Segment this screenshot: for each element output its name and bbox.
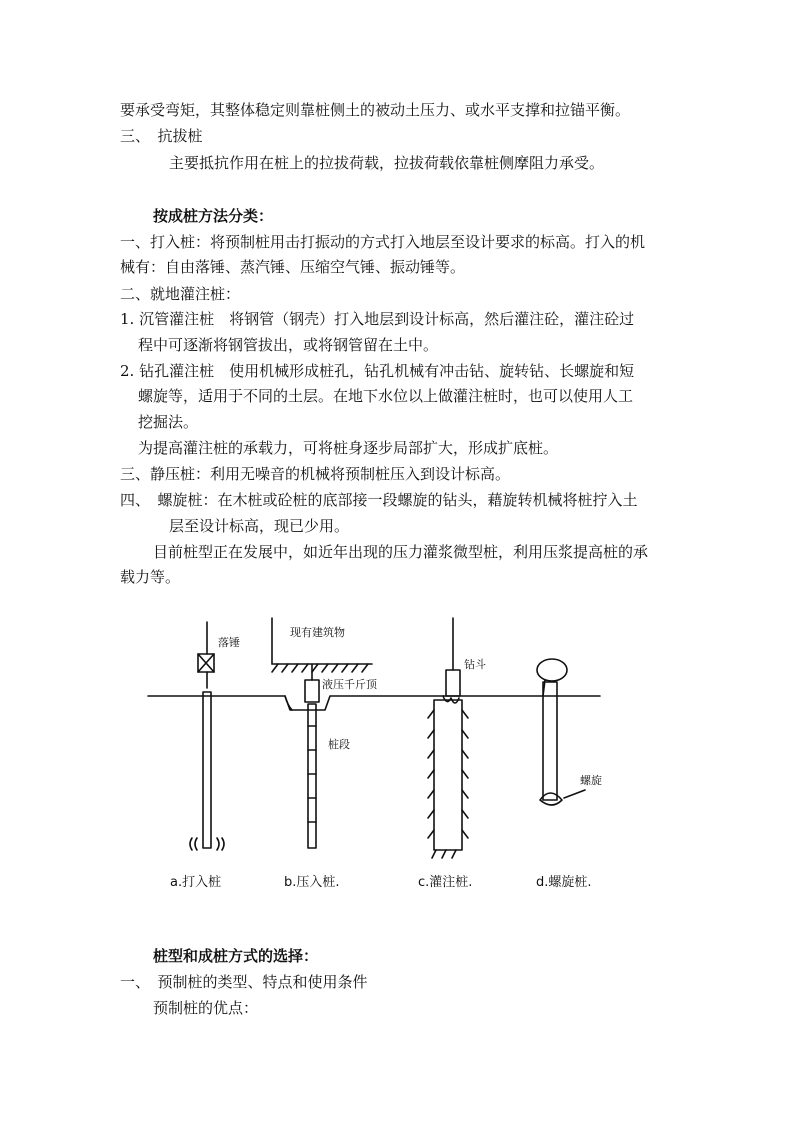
- caption-a: a.打入桩: [170, 875, 222, 890]
- caption-d: d.螺旋桩.: [536, 875, 592, 890]
- text-line: 载力等。: [120, 568, 181, 586]
- section-heading: 一、 预制桩的类型、特点和使用条件: [120, 973, 368, 991]
- pile-figure: [140, 610, 660, 910]
- text-line: 目前桩型正在发展中，如近年出现的压力灌浆微型桩，利用压浆提高桩的承: [153, 543, 649, 561]
- caption-c: c.灌注桩.: [418, 875, 473, 890]
- building-label: 现有建筑物: [290, 626, 345, 639]
- text-line: 三、静压桩：利用无噪音的机械将预制桩压入到设计标高。: [120, 465, 511, 483]
- text-line: 四、 螺旋桩：在木桩或砼桩的底部接一段螺旋的钻头，藉旋转机械将桩拧入土: [120, 491, 638, 509]
- auger-label: 钻斗: [464, 658, 486, 671]
- list-item: 2. 钻孔灌注桩 使用机械形成桩孔，钻孔机械有冲击钻、旋转钻、长螺旋和短: [120, 362, 635, 380]
- caption-b: b.压入桩.: [284, 875, 340, 890]
- classification-heading: 按成桩方法分类：: [153, 207, 274, 225]
- text-line: 主要抵抗作用在桩上的拉拔荷载，拉拔荷载依靠桩侧摩阻力承受。: [169, 154, 605, 172]
- pile-sketch: [140, 610, 660, 910]
- jack-label: 液压千斤顶: [322, 678, 377, 691]
- selection-heading: 桩型和成桩方式的选择：: [153, 947, 319, 965]
- hammer-label: 落锤: [218, 636, 240, 649]
- text-line: 二、就地灌注桩：: [120, 285, 241, 303]
- text-line: 预制桩的优点：: [153, 999, 259, 1017]
- list-item: 1. 沉管灌注桩 将钢管（钢壳）打入地层到设计标高，然后灌注砼，灌注砼过: [120, 310, 635, 328]
- text-line: 层至设计标高，现已少用。: [169, 517, 350, 535]
- text-line: 械有：自由落锤、蒸汽锤、压缩空气锤、振动锤等。: [120, 258, 466, 276]
- text-line: 要承受弯矩，其整体稳定则靠桩侧土的被动土压力、或水平支撑和拉锚平衡。: [120, 101, 631, 119]
- text-line: 一、打入桩：将预制桩用击打振动的方式打入地层至设计要求的标高。打入的机: [120, 233, 646, 251]
- text-line: 挖掘法。: [138, 413, 199, 431]
- segments-label: 桩段: [328, 738, 350, 751]
- screw-label: 螺旋: [580, 774, 602, 787]
- text-line: 程中可逐渐将钢管拔出，或将钢管留在土中。: [138, 336, 439, 354]
- section-heading: 三、 抗拔桩: [120, 127, 203, 145]
- text-line: 螺旋等，适用于不同的土层。在地下水位以上做灌注桩时，也可以使用人工: [138, 387, 634, 405]
- text-line: 为提高灌注桩的承载力，可将桩身逐步局部扩大，形成扩底桩。: [138, 439, 559, 457]
